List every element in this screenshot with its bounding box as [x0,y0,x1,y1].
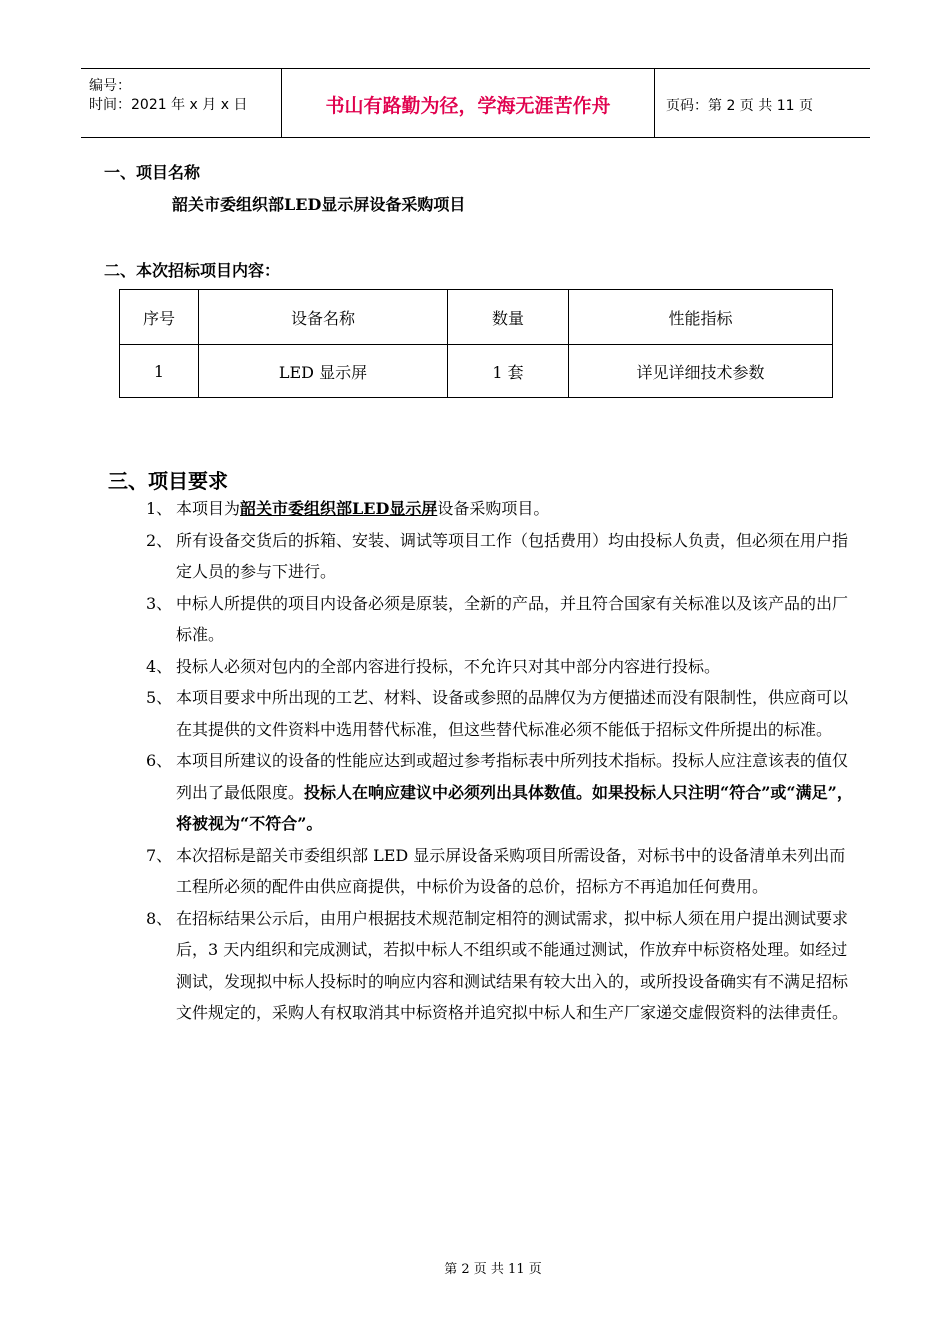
list-item [146,745,861,840]
document-date: 时间：2021 年 x 月 x 日 [89,97,248,113]
col-header-performance: 性能指标 [569,290,833,345]
item-text [176,745,861,840]
item-number: 3、 [146,593,173,613]
page-header [81,68,870,138]
project-name-underlined: 韶关市委组织部LED显示屏 [240,499,438,518]
bold-requirement: 投标人在响应建议中必须列出具体数值。如果投标人只注明“符合”或“满足”，将被视为“不符合”。 [176,782,853,833]
header-motto: 书山有路勤为径，学海无涯苦作舟 [325,95,611,117]
cell-equipment: LED 显示屏 [199,345,448,398]
item-number: 8、 [146,908,173,928]
table-header-row [120,290,833,345]
col-header-index: 序号 [120,290,199,345]
cell-performance: 详见详细技术参数 [569,345,833,398]
list-item [146,651,861,683]
item-number: 6、 [146,751,173,770]
item-number: 4、 [146,656,173,676]
list-item [146,525,861,588]
item-number: 1、 [146,499,173,518]
item-text: 本项目要求中所出现的工艺、材料、设备或参照的品牌仅为方便描述而没有限制性，供应商可以在其提供的文件资料中选用替代标准，但这些替代标准必须不能低于招标文件所提出的标准。 [176,688,849,739]
table-row [120,345,833,398]
header-motto-cell [282,69,655,137]
item-text-part: 设备采购项目。 [437,499,550,518]
item-number: 5、 [146,688,173,707]
section-3-heading: 三、项目要求 [108,469,228,493]
cell-quantity: 1 套 [448,345,569,398]
section-2-heading: 二、本次招标项目内容： [104,261,281,280]
bid-items-table [119,289,833,398]
item-text-part: 本项目为 [176,499,241,518]
list-item [146,840,861,903]
document-number: 编号： [89,78,131,94]
col-header-equipment: 设备名称 [199,290,448,345]
item-text: 中标人所提供的项目内设备必须是原装，全新的产品，并且符合国家有关标准以及该产品的出厂标准。 [176,593,849,644]
section-1-heading: 一、项目名称 [104,163,201,182]
item-text [176,493,861,525]
requirements-list [146,493,861,1029]
item-number: 7、 [146,845,173,865]
list-item [146,682,861,745]
page-footer: 第 2 页 共 11 页 [444,1262,542,1277]
list-item [146,903,861,1029]
item-text: 在招标结果公示后，由用户根据技术规范制定相符的测试需求，拟中标人须在用户提出测试要求后，3 天内组织和完成测试，若拟中标人不组织或不能通过测试，作放弃中标资格处理。如经过测试，发现拟中标人投标时的响应内容和测试结果有较大出入的，或所投设备确实有不满足招标文件规定的，采购人有权取消其中标资格并追究拟中标人和生产厂家递交虚假资料的法律责任。 [176,908,849,1022]
item-text-part: 本项目所建议的设备的性能应达到或超过参考指标表中所列技术指标。投标人应注意该表的值仅列出了最低限度。 [176,751,849,802]
header-page-number: 页码：第 2 页 共 11 页 [666,98,813,114]
item-text: 所有设备交货后的拆箱、安装、调试等项目工作（包括费用）均由投标人负责，但必须在用户指定人员的参与下进行。 [176,530,849,581]
header-page-cell [655,69,870,137]
list-item [146,588,861,651]
project-name: 韶关市委组织部LED显示屏设备采购项目 [172,195,466,214]
cell-index: 1 [120,345,199,398]
col-header-quantity: 数量 [448,290,569,345]
item-number: 2、 [146,530,173,550]
item-text: 本次招标是韶关市委组织部 LED 显示屏设备采购项目所需设备，对标书中的设备清单未列出而工程所必须的配件由供应商提供，中标价为设备的总价，招标方不再追加任何费用。 [176,845,846,896]
item-text: 投标人必须对包内的全部内容进行投标，不允许只对其中部分内容进行投标。 [176,656,721,676]
list-item [146,493,861,525]
header-meta-cell [81,69,282,137]
